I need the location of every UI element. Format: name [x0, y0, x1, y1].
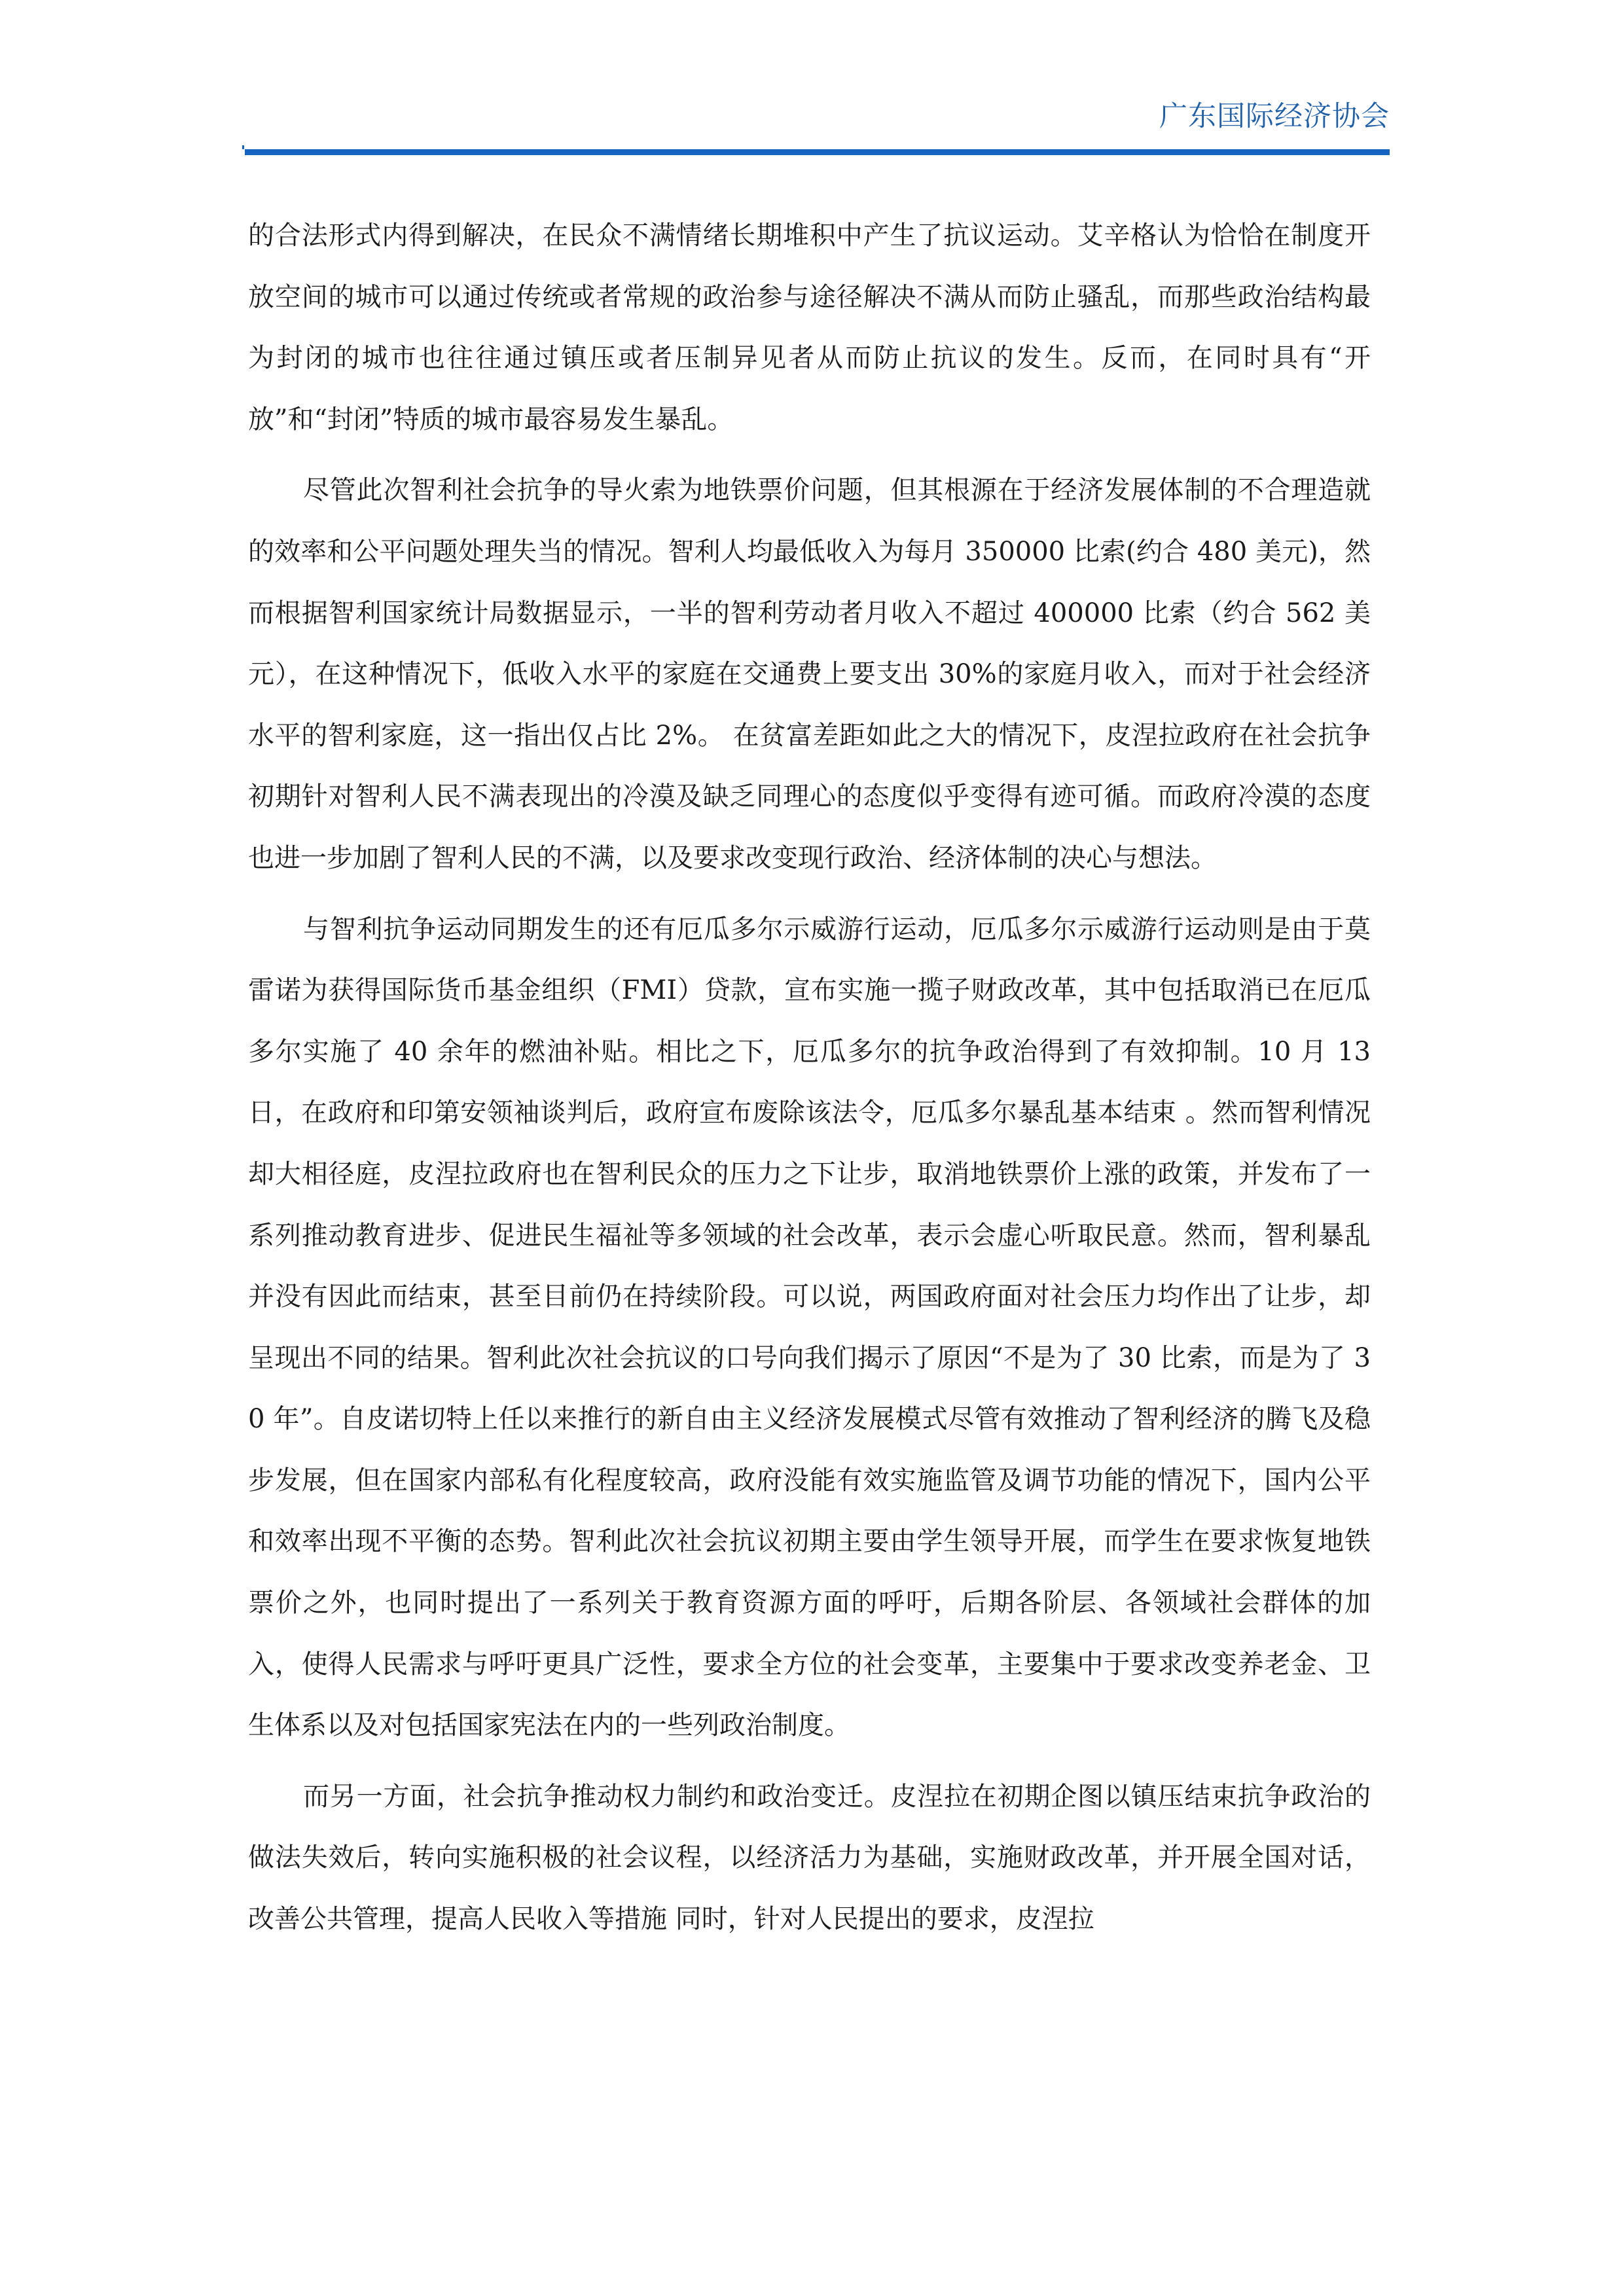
paragraph-2: 尽管此次智利社会抗争的导火索为地铁票价问题，但其根源在于经济发展体制的不合理造就的效率和公平问题处理失当的情况。智利人均最低收入为每月 350000 比索(约合 480 美元)，然而根据智利国家统计局数据显示，一半的智利劳动者月收入不超过 400000 比索（约合 562 美元），在这种情况下，低收入水平的家庭在交通费上要支出 30%的家庭月收入，而对于社会经济水平的智利家庭，这一指出仅占比 2%。 在贫富差距如此之大的情况下，皮涅拉政府在社会抗争初期针对智利人民不满表现出的冷漠及缺乏同理心的态度似乎变得有迹可循。而政府冷漠的态度也进一步加剧了智利人民的不满，以及要求改变现行政治、经济体制的决心与想法。 [248, 475, 1371, 873]
header-organization-name: 广东国际经济协会 [1159, 100, 1390, 133]
paragraph-3: 与智利抗争运动同期发生的还有厄瓜多尔示威游行运动，厄瓜多尔示威游行运动则是由于莫雷诺为获得国际货币基金组织（FMI）贷款，宣布实施一揽子财政改革，其中包括取消已在厄瓜多尔实施了 40 余年的燃油补贴。相比之下，厄瓜多尔的抗争政治得到了有效抑制。10 月 13 日，在政府和印第安领袖谈判后，政府宣布废除该法令，厄瓜多尔暴乱基本结束 。然而智利情况却大相径庭，皮涅拉政府也在智利民众的压力之下让步，取消地铁票价上涨的政策，并发布了一系列推动教育进步、促进民生福祉等多领域的社会改革，表示会虚心听取民意。然而，智利暴乱并没有因此而结束，甚至目前仍在持续阶段。可以说，两国政府面对社会压力均作出了让步，却呈现出不同的结果。智利此次社会抗议的口号向我们揭示了原因“不是为了 30 比索，而是为了 30 年”。自皮诺切特上任以来推行的新自由主义经济发展模式尽管有效推动了智利经济的腾飞及稳步发展，但在国家内部私有化程度较高，政府没能有效实施监管及调节功能的情况下，国内公平和效率出现不平衡的态势。智利此次社会抗议初期主要由学生领导开展，而学生在要求恢复地铁票价之外，也同时提出了一系列关于教育资源方面的呼吁，后期各阶层、各领域社会群体的加入，使得人民需求与呼吁更具广泛性，要求全方位的社会变革，主要集中于要求改变养老金、卫生体系以及对包括国家宪法在内的一些列政治制度。 [248, 914, 1371, 1741]
header-rule-tick [242, 145, 244, 149]
header-divider [245, 149, 1390, 155]
document-body [248, 206, 1371, 1960]
paragraph-4: 而另一方面，社会抗争推动权力制约和政治变迁。皮涅拉在初期企图以镇压结束抗争政治的做法失效后，转向实施积极的社会议程，以经济活力为基础，实施财政改革，并开展全国对话，改善公共管理，提高人民收入等措施 同时，针对人民提出的要求，皮涅拉 [248, 1781, 1371, 1935]
paragraph-1: 的合法形式内得到解决，在民众不满情绪长期堆积中产生了抗议运动。艾辛格认为恰恰在制度开放空间的城市可以通过传统或者常规的政治参与途径解决不满从而防止骚乱，而那些政治结构最为封闭的城市也往往通过镇压或者压制异见者从而防止抗议的发生。反而，在同时具有“开放”和“封闭”特质的城市最容易发生暴乱。 [248, 221, 1371, 435]
